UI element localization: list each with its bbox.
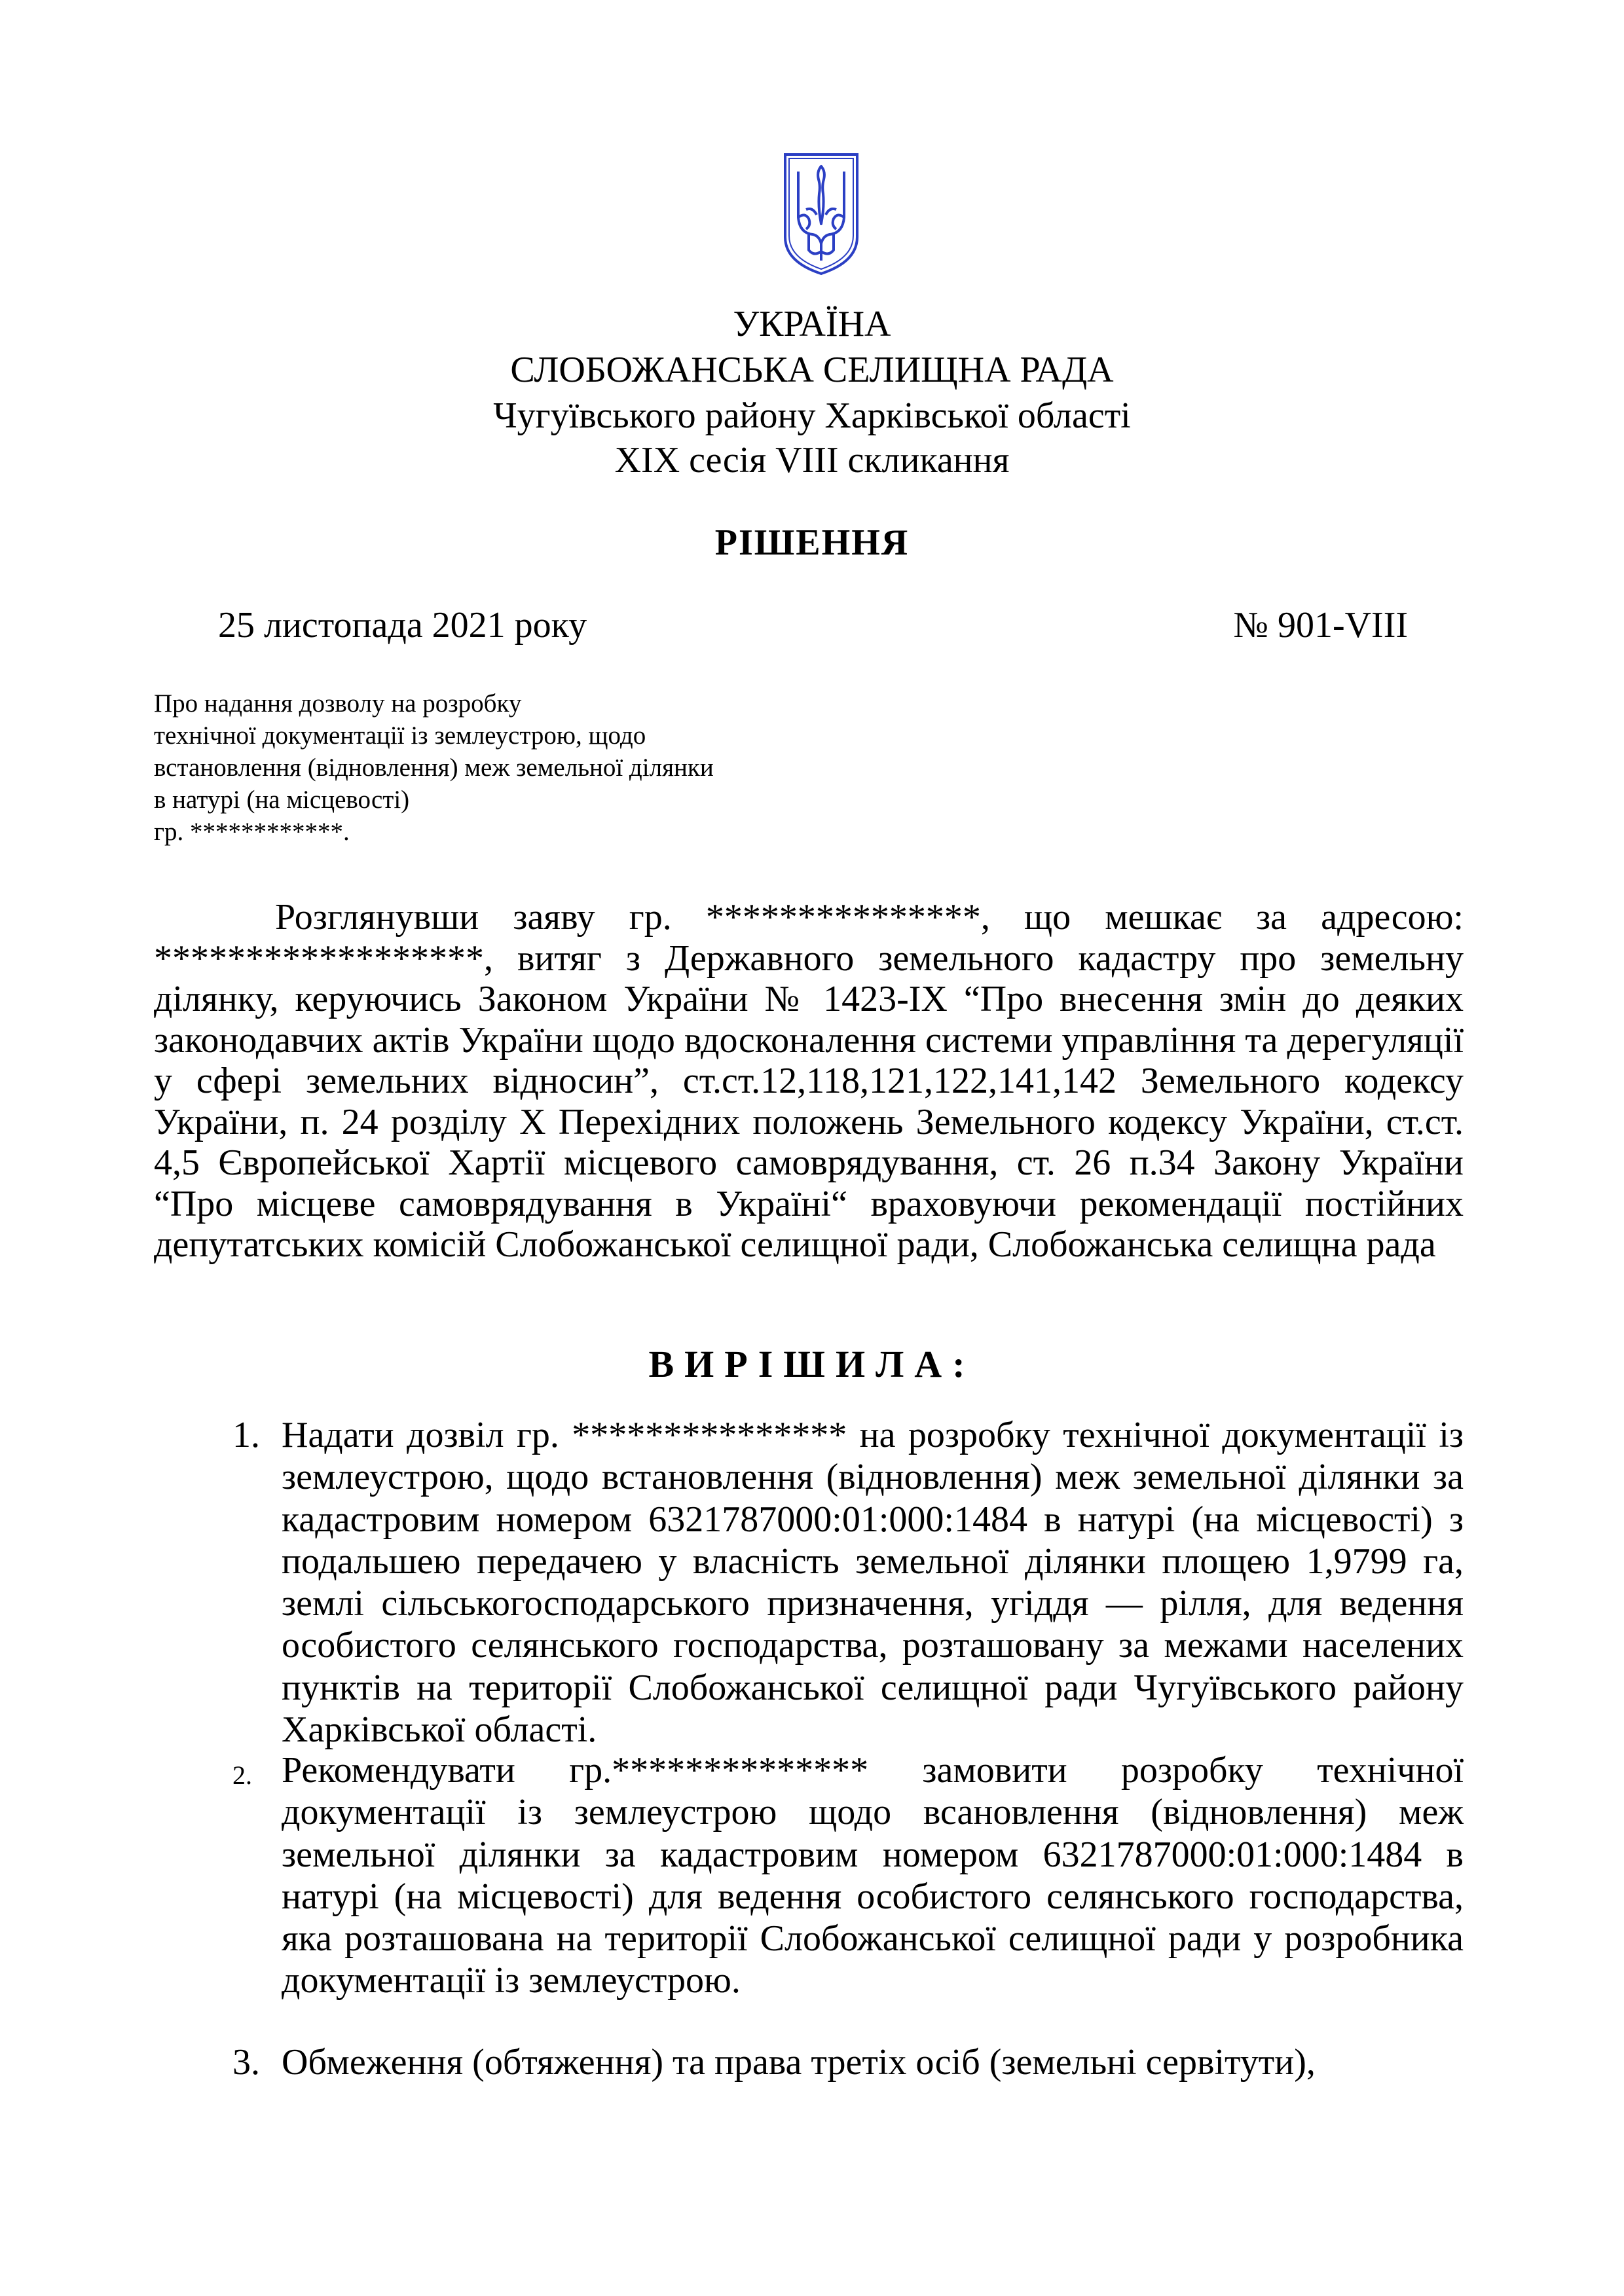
country-name: УКРАЇНА — [733, 304, 891, 344]
tryzub-icon — [783, 152, 860, 276]
decision-date: 25 листопада 2021 року — [218, 605, 587, 646]
session-name: XIX сесія VIII скликання — [614, 440, 1010, 481]
coat-of-arms-emblem — [783, 152, 860, 276]
district-name: Чугуївського району Харківської області — [493, 395, 1131, 436]
item-number: 1. — [232, 1415, 260, 1455]
decision-number: № 901-VIII — [1233, 605, 1408, 646]
item-number: 3. — [232, 2042, 260, 2083]
subject-line: в натурі (на місцевості) — [154, 786, 410, 814]
preamble-paragraph: Розглянувши заяву гр. ***************, що мешкає за адресою: ******************, витяг з Державного земельного кадастру про земельну ділянку, керуючись Законом України № 1423-IX “Про внесення змін до деяких законодавчих актів України щодо вдосконалення системи управління та дерегуляції у сфері земельних відносин”, ст.ст.12,118,121,122,141,142 Земельного кодексу України, п. 24 розділу Х Перехідних положень Земельного кодексу України, ст.ст. 4,5 Європейської Хартії місцевого самоврядування, ст. 26 п.34 Закону України “Про місцеве самоврядування в Україні“ враховуючи рекомендації постійних депутатських комісій Слобожанської селищної ради, Слобожанська селищна рада — [154, 897, 1464, 1265]
item-number: 2. — [232, 1760, 252, 1790]
item-text: Рекомендувати гр.************** замовити розробку технічної документації із землеустрою щодо всановлення (відновлення) меж земельної ділянки за кадастровим номером 6321787000:01:000:1484 в натурі (на місцевості) для ведення особистого селянського господарства, яка розташована на території Слобожанської селищної ради у розробника документації із землеустрою. — [282, 1750, 1464, 2001]
document-title: РІШЕННЯ — [714, 522, 910, 563]
subject-line: Про надання дозволу на розробку — [154, 689, 522, 718]
item-text: Надати дозвіл гр. *************** на розробку технічної документації із землеустрою, щодо встановлення (відновлення) меж земельної ділянки за кадастровим номером 6321787000:01:000:1484 в натурі (на місцевості) з подальшею передачею у власність земельної ділянки площею 1,9799 га, землі сільськогосподарського призначення, угіддя — рілля, для ведення особистого селянського господарства, розташовану за межами населених пунктів на території Слобожанської селищної ради Чугуївського району Харківської області. — [282, 1415, 1464, 1751]
subject-line: технічної документації із землеустрою, щодо — [154, 721, 646, 750]
council-name: СЛОБОЖАНСЬКА СЕЛИЩНА РАДА — [510, 350, 1114, 390]
subject-line: гр. ************. — [154, 818, 350, 846]
item-text: Обмеження (обтяження) та права третіх осіб (земельні сервітути), — [282, 2042, 1316, 2083]
subject-line: встановлення (відновлення) меж земельної ділянки — [154, 754, 714, 782]
subject-block — [154, 687, 940, 848]
decision-heading: ВИРІШИЛА: — [648, 1343, 976, 1385]
